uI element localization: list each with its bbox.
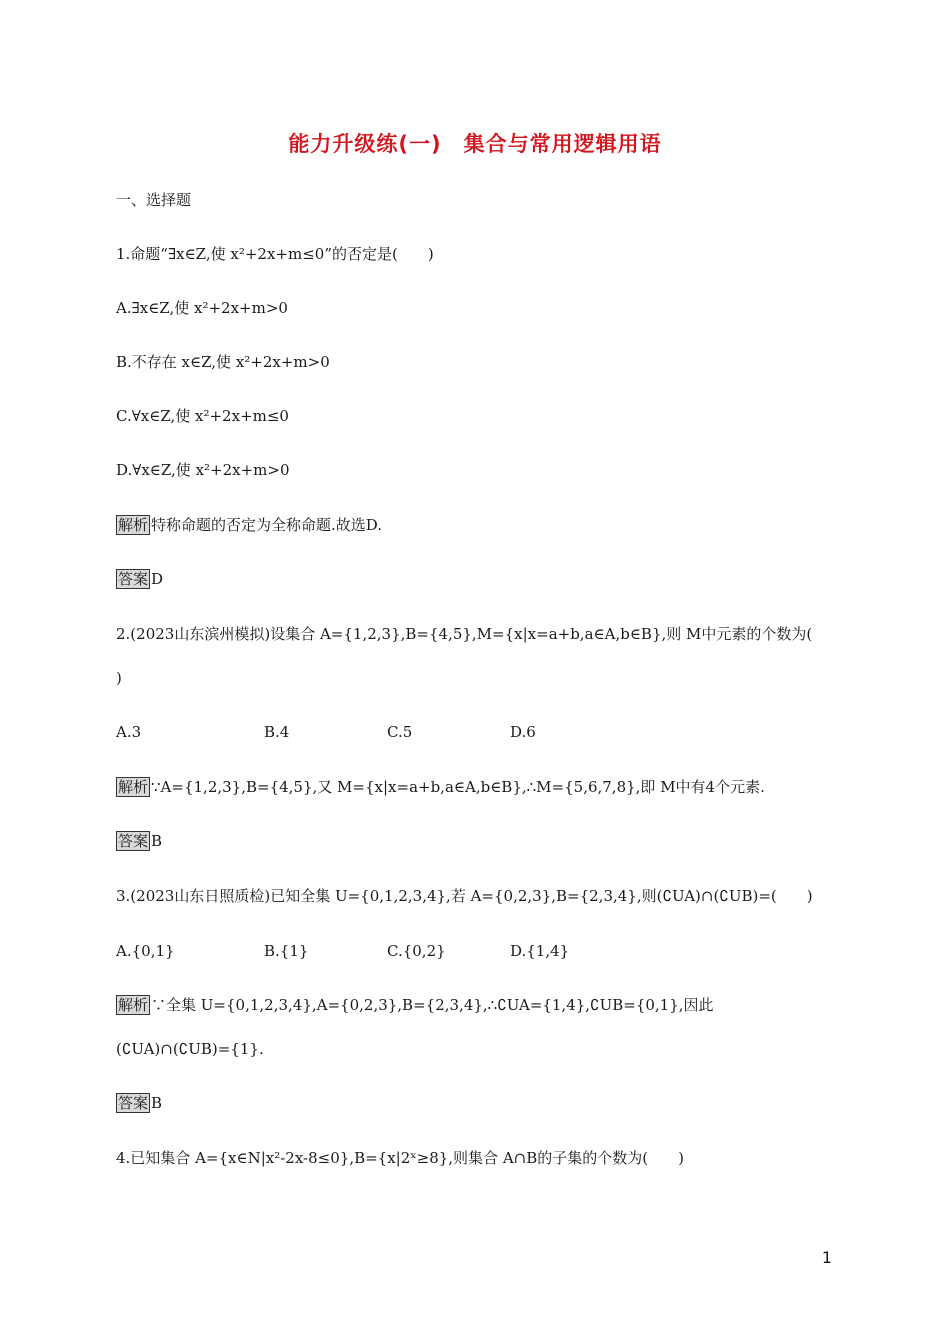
question-1-stem: 1.命题“∃x∈Z,使 x²+2x+m≤0”的否定是( ) [116, 245, 434, 263]
analysis-tag: 解析 [118, 516, 149, 534]
page-title: 能力升级练(一) 集合与常用逻辑用语 [288, 132, 662, 156]
answer-text: B [151, 832, 163, 850]
question-3-option-b: B.{1} [264, 942, 309, 960]
question-2-option-d: D.6 [510, 723, 536, 741]
question-2-analysis [116, 777, 765, 797]
answer-tag: 答案 [118, 570, 149, 588]
analysis-text: ∵全集 U={0,1,2,3,4},A={0,2,3},B={2,3,4},∴∁UA={1,4},∁UB={0,1},因此 [151, 996, 714, 1014]
question-1-option-b: B.不存在 x∈Z,使 x²+2x+m>0 [116, 353, 330, 371]
answer-text: B [151, 1094, 163, 1112]
question-2-option-c: C.5 [387, 723, 413, 741]
question-3-option-d: D.{1,4} [510, 942, 570, 960]
section-heading: 一、选择题 [116, 191, 192, 209]
question-3-analysis [116, 995, 714, 1015]
question-1-option-a: A.∃x∈Z,使 x²+2x+m>0 [116, 299, 288, 317]
question-1-analysis [116, 515, 382, 535]
question-1-option-c: C.∀x∈Z,使 x²+2x+m≤0 [116, 407, 289, 425]
question-3-option-a: A.{0,1} [116, 942, 175, 960]
analysis-text: ∵A={1,2,3},B={4,5},又 M={x|x=a+b,a∈A,b∈B},∴M={5,6,7,8},即 M中有4个元素. [151, 778, 765, 796]
question-3-stem: 3.(2023山东日照质检)已知全集 U={0,1,2,3,4},若 A={0,2,3},B={2,3,4},则(∁UA)∩(∁UB)=( ) [116, 887, 813, 905]
analysis-text: 特称命题的否定为全称命题.故选D. [151, 516, 383, 534]
analysis-tag: 解析 [118, 778, 149, 796]
question-1-answer [116, 569, 163, 589]
question-2-stem: 2.(2023山东滨州模拟)设集合 A={1,2,3},B={4,5},M={x|x=a+b,a∈A,b∈B},则 M中元素的个数为( [116, 625, 813, 643]
question-3-answer [116, 1093, 162, 1113]
answer-tag: 答案 [118, 832, 149, 850]
analysis-tag: 解析 [118, 996, 149, 1014]
question-3-analysis-cont: (∁UA)∩(∁UB)={1}. [116, 1040, 264, 1058]
question-2-option-b: B.4 [264, 723, 290, 741]
answer-tag: 答案 [118, 1094, 149, 1112]
answer-text: D [151, 570, 164, 588]
question-2-stem-cont: ) [116, 669, 122, 687]
page-number: 1 [821, 1248, 832, 1267]
question-4-stem: 4.已知集合 A={x∈N|x²-2x-8≤0},B={x|2ˣ≥8},则集合 A∩B的子集的个数为( ) [116, 1149, 684, 1167]
question-2-option-a: A.3 [116, 723, 142, 741]
question-3-option-c: C.{0,2} [387, 942, 446, 960]
question-2-answer [116, 831, 162, 851]
question-1-option-d: D.∀x∈Z,使 x²+2x+m>0 [116, 461, 290, 479]
